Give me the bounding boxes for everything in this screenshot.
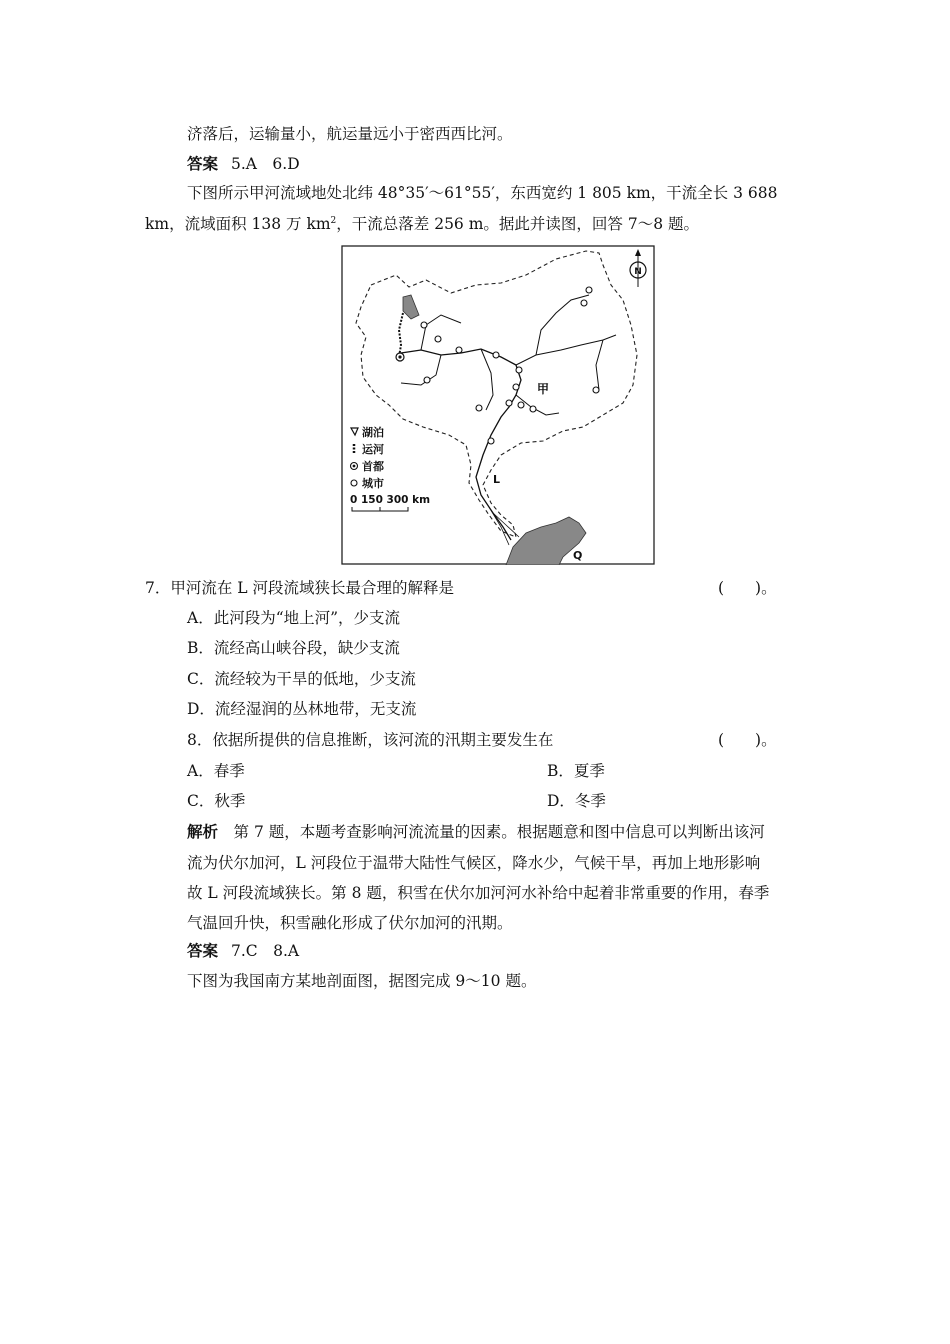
city-marker [516, 367, 522, 373]
answer-label: 答案 [187, 154, 219, 173]
city-marker [476, 405, 482, 411]
question-8 [187, 730, 807, 750]
city-marker [421, 322, 427, 328]
section-label: L [493, 473, 501, 486]
city-marker [456, 347, 462, 353]
sea-label: Q [573, 549, 583, 562]
answer-text: 7.C 8.A [230, 942, 300, 960]
city-marker [593, 387, 599, 393]
paragraph-line: 下图所示甲河流域地处北纬 48°35′～61°55′，东西宽约 1 805 km，干流全长 3 688 [187, 184, 778, 202]
option-d: D．流经湿润的丛林地带，无支流 [187, 700, 417, 718]
legend-capital: 首都 [362, 460, 384, 473]
analysis-line [187, 822, 765, 842]
city-marker [530, 406, 536, 412]
city-legend-icon [351, 480, 357, 486]
city-marker [435, 336, 441, 342]
paragraph-text: ，干流总落差 256 m。据此并读图，回答 7～8 题。 [336, 215, 699, 233]
north-label: N [634, 267, 642, 277]
analysis-line: 气温回升快，积雪融化形成了伏尔加河的汛期。 [187, 914, 513, 932]
answer-line [187, 941, 299, 961]
paragraph-line [145, 214, 699, 234]
superscript: 2 [330, 215, 337, 226]
city-marker [488, 438, 494, 444]
city-marker [581, 300, 587, 306]
analysis-line: 故 L 河段流域狭长。第 8 题，积雪在伏尔加河河水补给中起着非常重要的作用，春季 [187, 884, 770, 902]
legend-city: 城市 [362, 477, 384, 490]
city-marker [424, 377, 430, 383]
next-question-intro: 下图为我国南方某地剖面图，据图完成 9～10 题。 [187, 972, 537, 990]
city-marker [586, 287, 592, 293]
legend-canal: 运河 [362, 443, 384, 456]
analysis-line: 流为伏尔加河，L 河段位于温带大陆性气候区，降水少，气候干旱，再加上地形影响 [187, 854, 761, 872]
city-marker [513, 384, 519, 390]
options-row [187, 791, 787, 811]
capital-marker [396, 353, 404, 361]
answer-bracket: ( )。 [718, 731, 777, 749]
city-marker [506, 400, 512, 406]
options-row [187, 761, 787, 781]
answer-label: 答案 [187, 941, 219, 960]
analysis-text: 第 7 题，本题考查影响河流流量的因素。根据题意和图中信息可以判断出该河 [218, 823, 765, 841]
answer-line [187, 154, 300, 174]
option-b: B．流经高山峡谷段，缺少支流 [187, 639, 400, 657]
text-line: 济落后，运输量小，航运量远小于密西西比河。 [187, 125, 513, 143]
analysis-label: 解析 [187, 822, 219, 841]
option-a: A．此河段为“地上河”，少支流 [187, 609, 401, 627]
scale-label: 0 150 300 km [350, 494, 431, 506]
question-stem: 8．依据所提供的信息推断，该河流的汛期主要发生在 [187, 731, 554, 749]
river-basin-map [341, 245, 655, 565]
paragraph-text: km，流域面积 138 万 km [145, 215, 331, 233]
question-7 [145, 578, 805, 598]
answer-text: 5.A 6.D [230, 155, 300, 173]
question-stem: 7．甲河流在 L 河段流域狭长最合理的解释是 [145, 579, 455, 597]
city-marker [493, 352, 499, 358]
answer-bracket: ( )。 [718, 579, 777, 597]
option-a: A．春季 [187, 762, 245, 780]
legend-lake: 湖泊 [362, 426, 384, 439]
option-d: D．冬季 [547, 792, 606, 810]
river-label: 甲 [537, 382, 550, 396]
option-c: C．秋季 [187, 792, 246, 810]
option-c: C．流经较为干旱的低地，少支流 [187, 670, 416, 688]
option-b: B．夏季 [547, 762, 605, 780]
city-marker [518, 402, 524, 408]
